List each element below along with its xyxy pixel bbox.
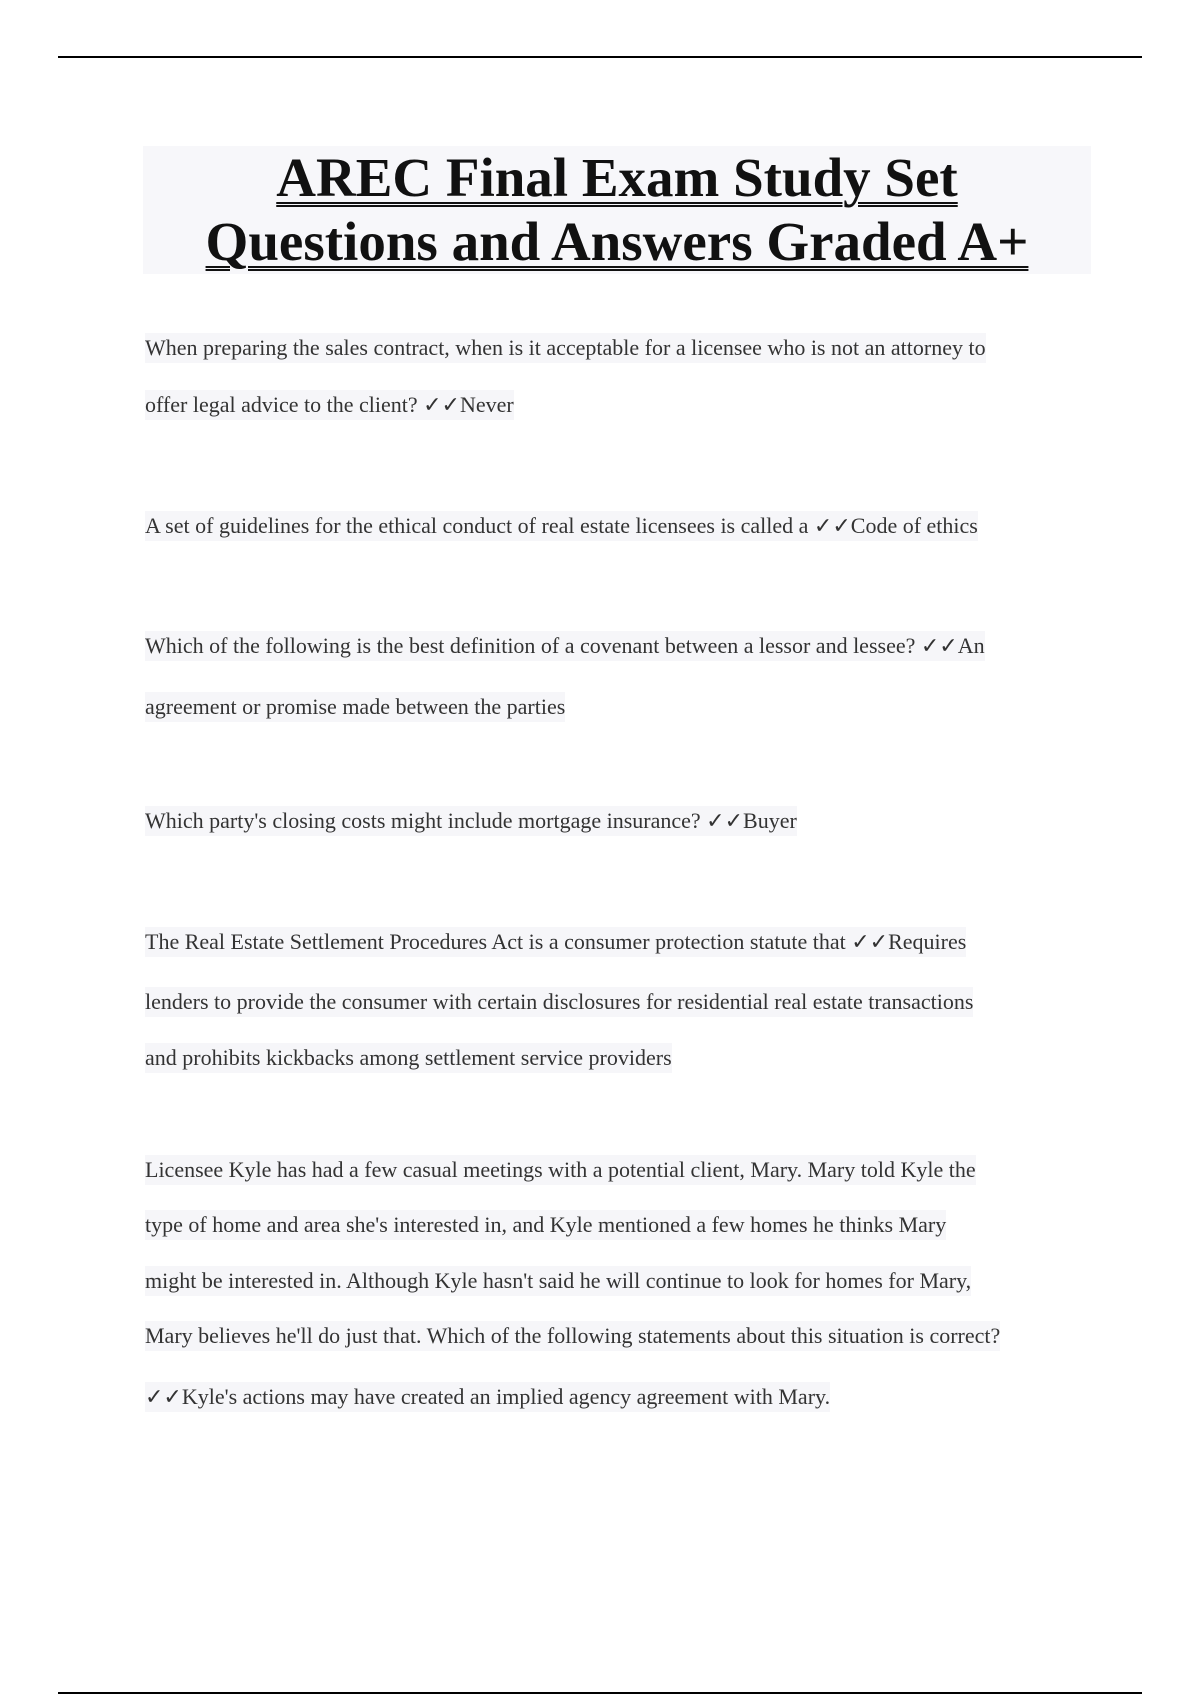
qa-item-6-line-2: type of home and area she's interested in, and Kyle mentioned a few homes he thinks Mary — [145, 1210, 946, 1240]
top-rule — [58, 56, 1142, 58]
qa-item-3-line-1: Which of the following is the best definition of a covenant between a lessor and lessee? ✓✓An — [145, 631, 985, 661]
qa-item-2-line-1: A set of guidelines for the ethical conduct of real estate licensees is called a ✓✓Code of ethics — [145, 511, 978, 541]
bottom-rule — [58, 1692, 1142, 1694]
qa-item-1-line-2: offer legal advice to the client? ✓✓Never — [145, 390, 514, 420]
qa-item-6-line-4: Mary believes he'll do just that. Which of the following statements about this situation is correct? — [145, 1321, 1000, 1351]
qa-item-1-line-1: When preparing the sales contract, when is it acceptable for a licensee who is not an attorney to — [145, 333, 986, 363]
document-title — [143, 146, 1091, 274]
qa-item-3-line-2: agreement or promise made between the parties — [145, 692, 565, 722]
qa-item-6-line-3: might be interested in. Although Kyle hasn't said he will continue to look for homes for Mary, — [145, 1266, 971, 1296]
qa-item-6-line-5: ✓✓Kyle's actions may have created an implied agency agreement with Mary. — [145, 1382, 830, 1412]
qa-item-5-line-3: and prohibits kickbacks among settlement service providers — [145, 1043, 672, 1073]
title-line-2: Questions and Answers Graded A+ — [205, 211, 1029, 272]
title-line-1: AREC Final Exam Study Set — [276, 147, 958, 208]
qa-item-5-line-1: The Real Estate Settlement Procedures Act is a consumer protection statute that ✓✓Requires — [145, 927, 966, 957]
qa-item-5-line-2: lenders to provide the consumer with certain disclosures for residential real estate transactions — [145, 987, 973, 1017]
qa-item-4-line-1: Which party's closing costs might include mortgage insurance? ✓✓Buyer — [145, 806, 797, 836]
qa-item-6-line-1: Licensee Kyle has had a few casual meetings with a potential client, Mary. Mary told Kyle the — [145, 1155, 976, 1185]
